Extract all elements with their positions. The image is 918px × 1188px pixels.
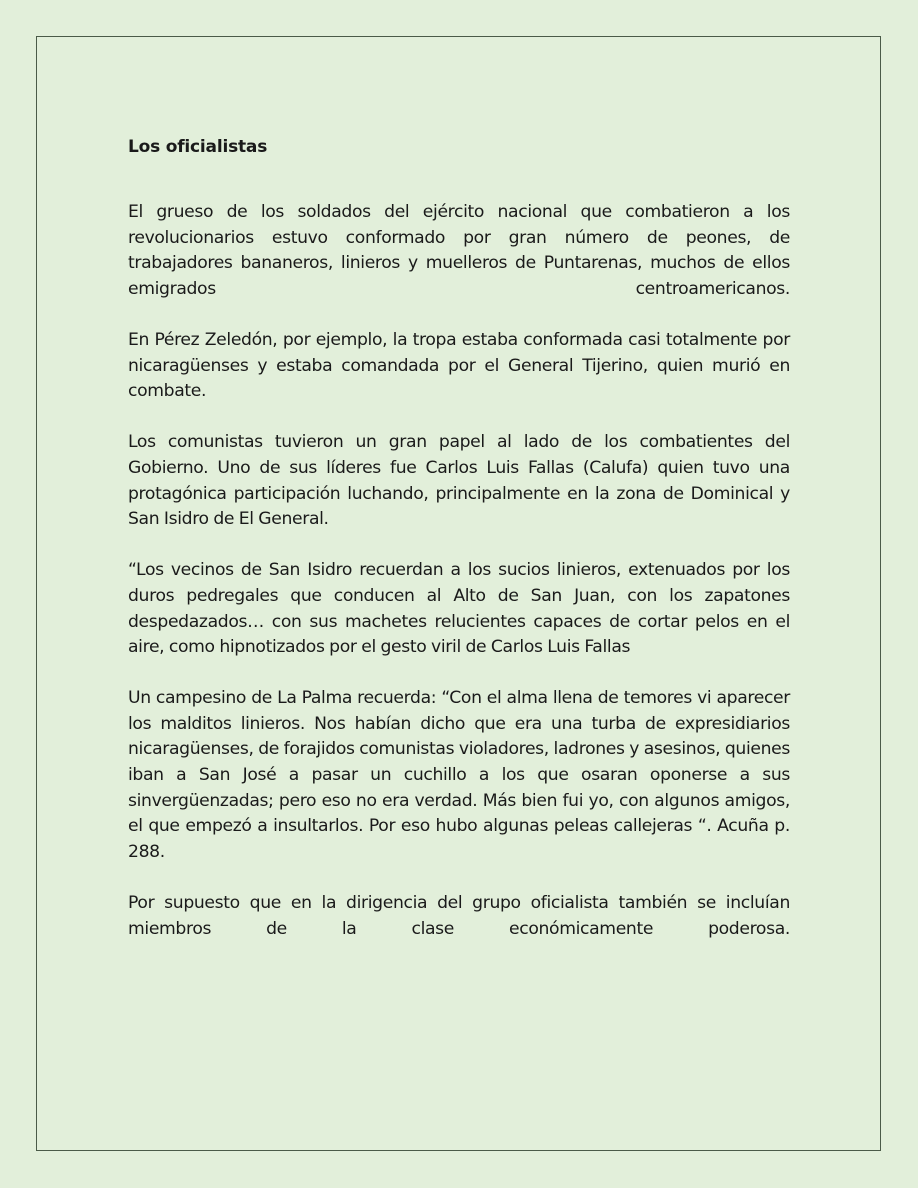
paragraph-soldiers: El grueso de los soldados del ejército nacional que combatieron a los revolucionarios estuvo conformado por gran número de peones, de trabajadores bananeros, linieros y muelleros de Puntarenas, muchos de ellos emigrados centroamericanos.	[128, 202, 790, 299]
section-title: Los oficialistas	[128, 137, 268, 157]
paragraph-quote-san-isidro: “Los vecinos de San Isidro recuerdan a los sucios linieros, extenuados por los duros pedregales que conducen al Alto de San Juan, con los zapatones despedazados… con sus machetes relucientes capaces de cortar pelos en el aire, como hipnotizados por el gesto viril de Carlos Luis Fallas	[128, 560, 790, 658]
document-body	[128, 134, 790, 968]
paragraph-perez-zeledon: En Pérez Zeledón, por ejemplo, la tropa estaba conformada casi totalmente por nicaragüenses y estaba comandada por el General Tijerino, quien murió en combate.	[128, 329, 790, 402]
paragraph-comunistas: Los comunistas tuvieron un gran papel al lado de los combatientes del Gobierno. Uno de sus líderes fue Carlos Luis Fallas (Calufa) quien tuvo una protagónica participación luchando, principalmente en la zona de Dominical y San Isidro de El General.	[128, 432, 790, 530]
paragraph-dirigencia: Por supuesto que en la dirigencia del grupo oficialista también se incluían miembros de la clase económicamente poderosa.	[128, 893, 790, 939]
paragraph-quote-la-palma: Un campesino de La Palma recuerda: “Con el alma llena de temores vi aparecer los malditos linieros. Nos habían dicho que era una turba de expresidiarios nicaragüenses, de forajidos comunistas violadores, ladrones y asesinos, quienes iban a San José a pasar un cuchillo a los que osaran oponerse a sus sinvergüenzadas; pero eso no era verdad. Más bien fui yo, con algunos amigos, el que empezó a insultarlos. Por eso hubo algunas peleas callejeras “. Acuña p. 288.	[128, 688, 790, 862]
